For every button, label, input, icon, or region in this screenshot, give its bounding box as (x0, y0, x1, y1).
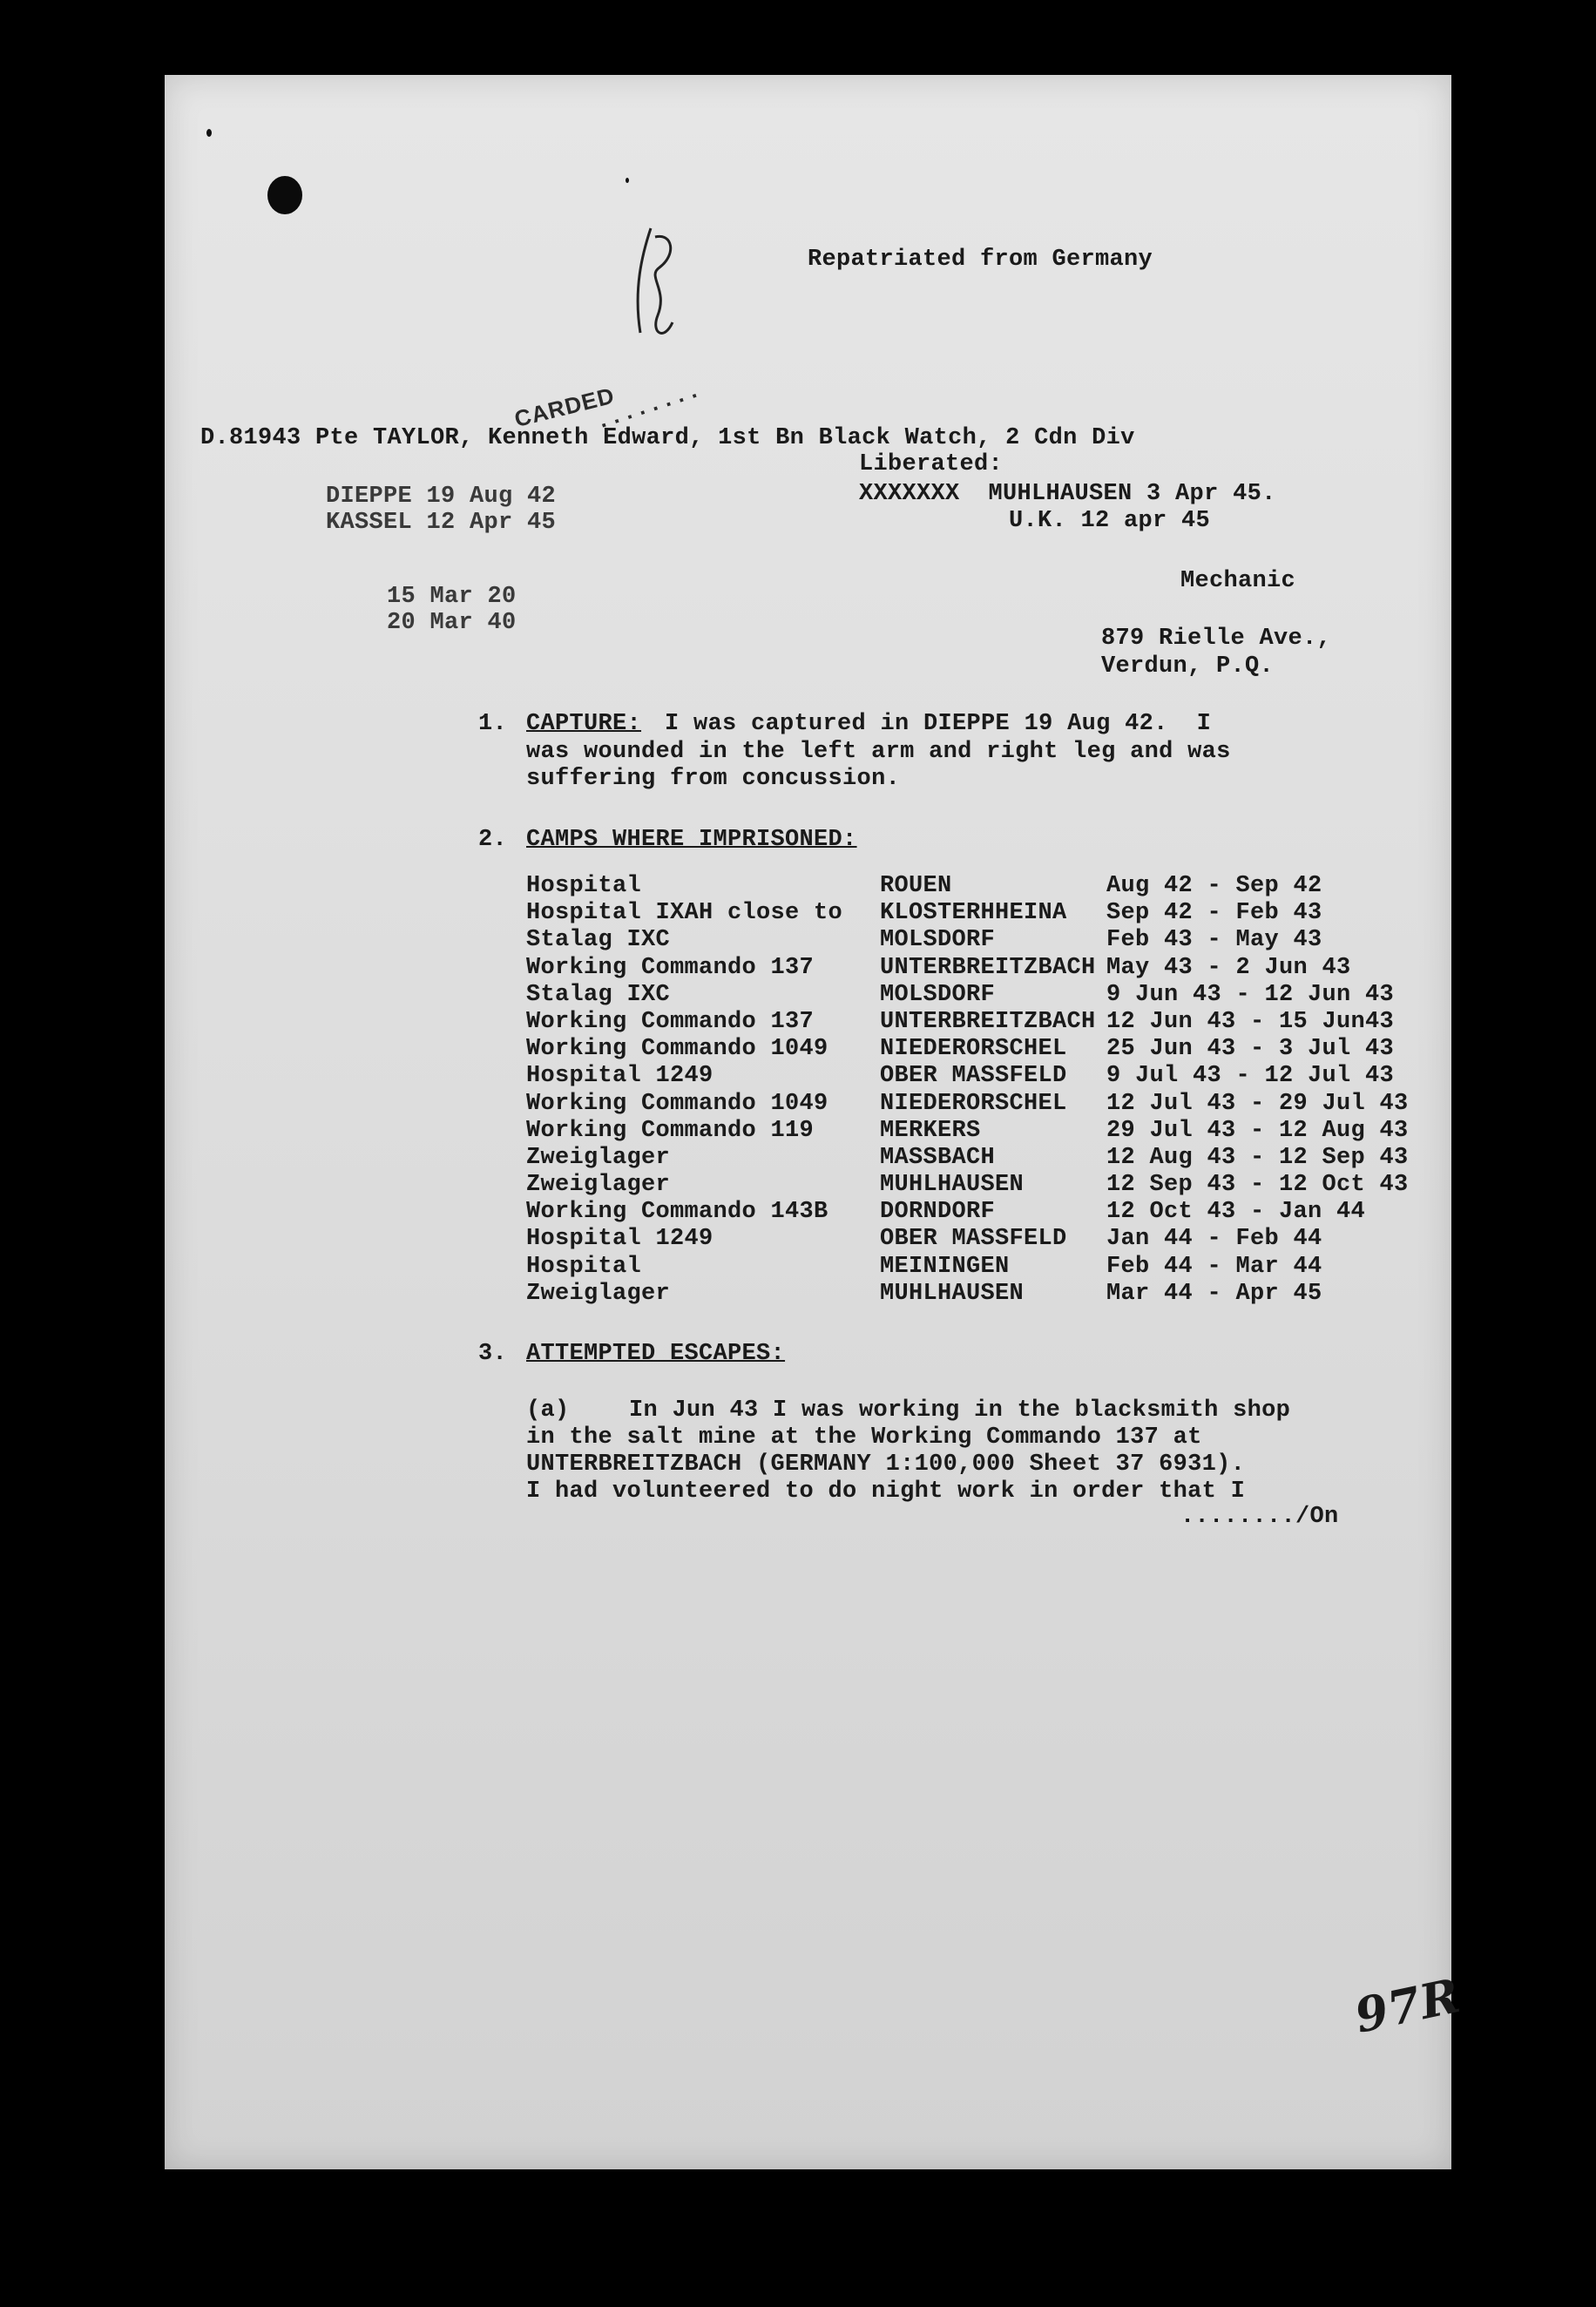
continued-marker: ......../On (1180, 1504, 1339, 1530)
section-3-line-1: In Jun 43 I was working in the blacksmith shop (629, 1397, 1291, 1424)
liberated-place-date: XXXXXXX MUHLHAUSEN 3 Apr 45. (859, 481, 1276, 507)
camp-name: Stalag IXC (526, 981, 671, 1008)
section-1-number: 1. (478, 711, 508, 737)
uk-arrival-date: U.K. 12 apr 45 (1009, 508, 1211, 534)
section-1-line-1: I was captured in DIEPPE 19 Aug 42. I (665, 711, 1212, 737)
section-3-line-2: in the salt mine at the Working Commando 137 at (526, 1424, 1202, 1451)
camp-place: MASSBACH (880, 1144, 996, 1171)
section-3-line-4: I had volunteered to do night work in order that I (526, 1478, 1246, 1505)
camp-place: MERKERS (880, 1117, 981, 1144)
kassel-date: KASSEL 12 Apr 45 (326, 510, 557, 536)
camp-dates: 12 Jul 43 - 29 Jul 43 (1106, 1090, 1409, 1117)
section-1-line-3: suffering from concussion. (526, 766, 901, 792)
camp-name: Working Commando 137 (526, 954, 815, 981)
camp-name: Hospital (526, 873, 642, 899)
camp-place: NIEDERORSCHEL (880, 1036, 1067, 1063)
camp-dates: 12 Oct 43 - Jan 44 (1106, 1199, 1366, 1226)
camp-dates: 12 Aug 43 - 12 Sep 43 (1106, 1144, 1409, 1171)
camp-place: MOLSDORF (880, 927, 996, 954)
section-2-heading: CAMPS WHERE IMPRISONED: (526, 827, 857, 853)
camp-name: Hospital 1249 (526, 1063, 713, 1090)
camp-dates: Feb 43 - May 43 (1106, 927, 1322, 954)
camp-dates: 9 Jun 43 - 12 Jun 43 (1106, 981, 1395, 1008)
camp-dates: 25 Jun 43 - 3 Jul 43 (1106, 1036, 1395, 1063)
birth-date: 15 Mar 20 (387, 584, 517, 610)
camp-dates: Feb 44 - Mar 44 (1106, 1253, 1322, 1280)
camp-place: ROUEN (880, 873, 952, 899)
camp-place: OBER MASSFELD (880, 1226, 1067, 1253)
camp-dates: 12 Sep 43 - 12 Oct 43 (1106, 1172, 1409, 1199)
camp-place: UNTERBREITZBACH (880, 1008, 1096, 1035)
section-3-line-3: UNTERBREITZBACH (GERMANY 1:100,000 Sheet 37 6931). (526, 1451, 1246, 1478)
camp-place: DORNDORF (880, 1199, 996, 1226)
camp-name: Zweiglager (526, 1172, 671, 1199)
camp-place: OBER MASSFELD (880, 1063, 1067, 1090)
capture-place-date: DIEPPE 19 Aug 42 (326, 484, 557, 510)
camp-name: Working Commando 1049 (526, 1036, 828, 1063)
camp-name: Working Commando 137 (526, 1008, 815, 1035)
ink-speck (626, 178, 629, 183)
camp-name: Hospital 1249 (526, 1226, 713, 1253)
camp-place: UNTERBREITZBACH (880, 954, 1096, 981)
camp-dates: Sep 42 - Feb 43 (1106, 900, 1322, 927)
camp-name: Working Commando 143B (526, 1199, 828, 1226)
camp-place: NIEDERORSCHEL (880, 1090, 1067, 1117)
camp-name: Stalag IXC (526, 927, 671, 954)
address-line-1: 879 Rielle Ave., (1101, 626, 1332, 652)
camp-name: Zweiglager (526, 1280, 671, 1307)
carded-stamp: CARDED (511, 382, 618, 433)
camp-place: MUHLHAUSEN (880, 1172, 1025, 1199)
section-1-heading: CAPTURE: (526, 711, 642, 737)
section-3-item-label: (a) (526, 1397, 570, 1424)
camp-dates: Jan 44 - Feb 44 (1106, 1226, 1322, 1253)
liberated-label: Liberated: (859, 451, 1004, 477)
enlistment-date: 20 Mar 40 (387, 610, 517, 636)
carded-stamp-dots: ........ (592, 376, 704, 436)
repatriated-header: Repatriated from Germany (808, 247, 1153, 273)
handwritten-page-mark: 97R (1349, 1967, 1465, 2044)
personnel-line: D.81943 Pte TAYLOR, Kenneth Edward, 1st Bn Black Watch, 2 Cdn Div (200, 425, 1135, 451)
camp-place: KLOSTERHHEINA (880, 900, 1067, 927)
camp-name: Working Commando 1049 (526, 1090, 828, 1117)
camp-dates: Mar 44 - Apr 45 (1106, 1280, 1322, 1307)
section-3-number: 3. (478, 1341, 508, 1367)
camp-place: MEININGEN (880, 1253, 1010, 1280)
section-3-heading: ATTEMPTED ESCAPES: (526, 1341, 786, 1367)
camp-name: Working Commando 119 (526, 1117, 815, 1144)
camp-dates: May 43 - 2 Jun 43 (1106, 954, 1351, 981)
section-1-line-2: was wounded in the left arm and right leg and was (526, 739, 1231, 765)
camp-dates: Aug 42 - Sep 42 (1106, 873, 1322, 899)
ink-speck (206, 129, 212, 137)
section-2-number: 2. (478, 827, 508, 853)
handwritten-initials (625, 220, 686, 350)
camp-place: MUHLHAUSEN (880, 1280, 1025, 1307)
camp-name: Hospital IXAH close to (526, 900, 843, 927)
camp-dates: 29 Jul 43 - 12 Aug 43 (1106, 1117, 1409, 1144)
camp-name: Hospital (526, 1253, 642, 1280)
occupation: Mechanic (1180, 568, 1296, 594)
punch-hole (267, 176, 302, 214)
camp-dates: 12 Jun 43 - 15 Jun43 (1106, 1008, 1395, 1035)
document-page (165, 75, 1465, 2169)
camp-dates: 9 Jul 43 - 12 Jul 43 (1106, 1063, 1395, 1090)
camp-place: MOLSDORF (880, 981, 996, 1008)
camp-name: Zweiglager (526, 1144, 671, 1171)
address-line-2: Verdun, P.Q. (1101, 653, 1275, 680)
